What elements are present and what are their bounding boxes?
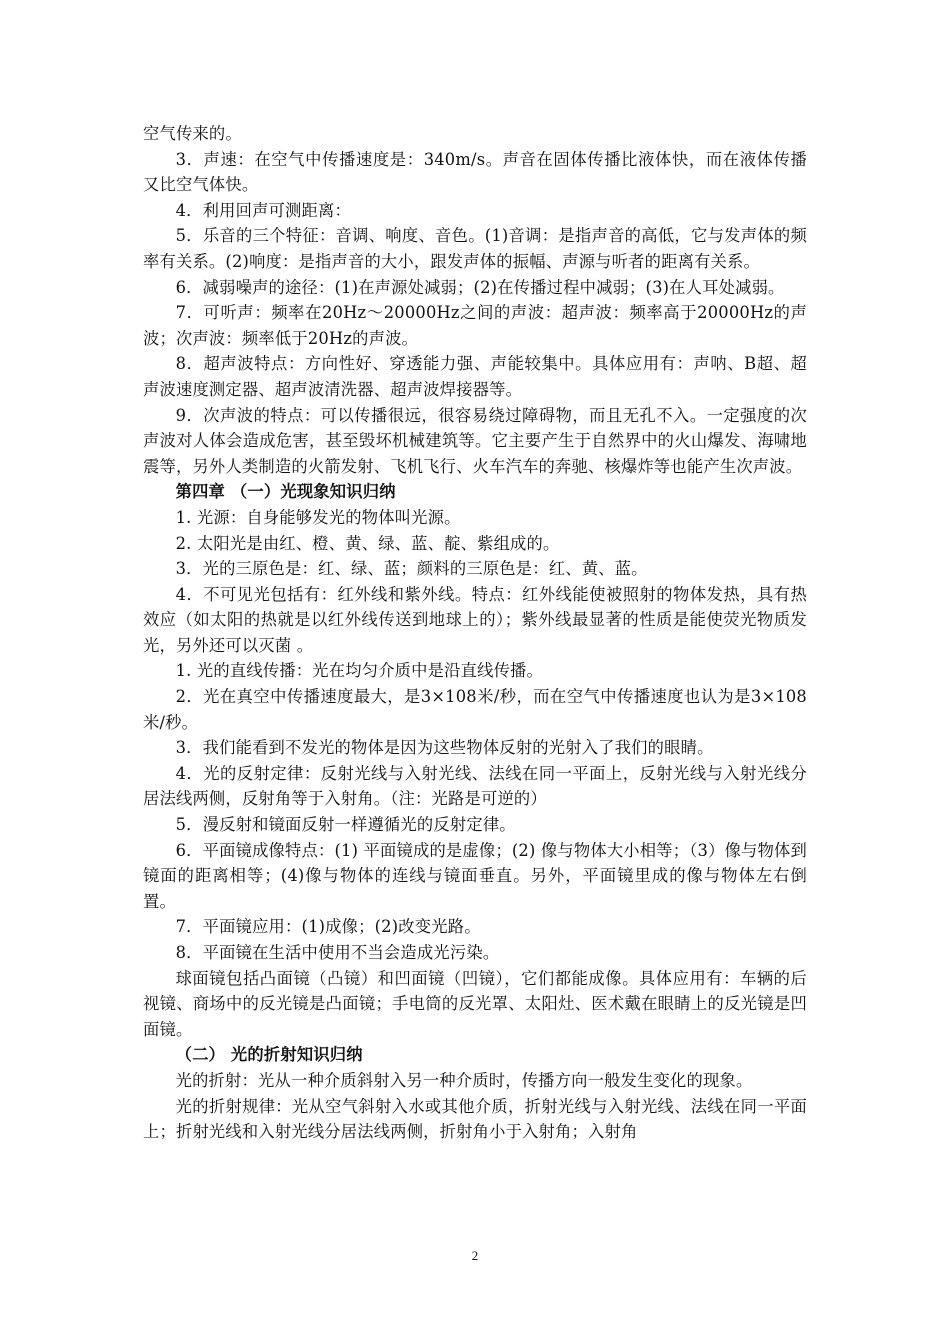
section-heading: （二） 光的折射知识归纳 [175, 1045, 363, 1065]
paragraph: 7．可听声：频率在20Hz～20000Hz之间的声波：超声波：频率高于20000Hz的声波；次声波：频率低于20Hz的声波。 [143, 303, 807, 348]
paragraph: 1. 光源：自身能够发光的物体叫光源。 [175, 507, 461, 527]
paragraph: 4．光的反射定律：反射光线与入射光线、法线在同一平面上，反射光线与入射光线分居法线两侧，反射角等于入射角。（注：光路是可逆的） [143, 763, 807, 809]
paragraph: 光的折射规律：光从空气斜射入水或其他介质，折射光线与入射光线、法线在同一平面上；折射光线和入射光线分居法线两侧，折射角小于入射角；入射角 [143, 1096, 807, 1142]
paragraph: 3．光的三原色是：红、绿、蓝；颜料的三原色是：红、黄、蓝。 [175, 559, 648, 579]
paragraph: 8．平面镜在生活中使用不当会造成光污染。 [175, 943, 500, 962]
page-number: 2 [471, 1248, 479, 1263]
paragraph: 4．不可见光包括有：红外线和紫外线。特点：红外线能使被照射的物体发热，具有热效应（如太阳的热就是以红外线传送到地球上的）；紫外线最显著的性质是能使荧光物质发光，另外还可以灭菌 。 [143, 584, 807, 655]
paragraph: 7．平面镜应用：(1)成像；(2)改变光路。 [175, 917, 481, 937]
paragraph: 6．减弱噪声的途径：(1)在声源处减弱；(2)在传播过程中减弱；(3)在人耳处减弱。 [175, 277, 785, 297]
paragraph: 光的折射：光从一种介质斜射入另一种介质时，传播方向一般发生变化的现象。 [175, 1070, 753, 1090]
section-heading: 第四章 （一）光现象知识归纳 [175, 482, 396, 502]
document-body [143, 121, 807, 1145]
paragraph: 2．光在真空中传播速度最大，是3×108米/秒，而在空气中传播速度也认为是3×108米/秒。 [143, 687, 807, 732]
paragraph: 9．次声波的特点：可以传播很远，很容易绕过障碍物，而且无孔不入。一定强度的次声波对人体会造成危害，甚至毁坏机械建筑等。它主要产生于自然界中的火山爆发、海啸地震等，另外人类制造的火箭发射、飞机飞行、火车汽车的奔驰、核爆炸等也能产生次声波。 [143, 405, 807, 476]
paragraph: 5．乐音的三个特征：音调、响度、音色。(1)音调：是指声音的高低，它与发声体的频率有关系。(2)响度：是指声音的大小，跟发声体的振幅、声源与听者的距离有关系。 [143, 226, 807, 271]
paragraph: 8．超声波特点：方向性好、穿透能力强、声能较集中。具体应用有：声呐、B超、超声波速度测定器、超声波清洗器、超声波焊接器等。 [143, 354, 807, 399]
paragraph: 5．漫反射和镜面反射一样遵循光的反射定律。 [175, 815, 516, 835]
paragraph: 3．我们能看到不发光的物体是因为这些物体反射的光射入了我们的眼睛。 [175, 738, 714, 758]
paragraph: 空气传来的。 [143, 124, 242, 143]
paragraph: 2. 太阳光是由红、橙、黄、绿、蓝、靛、紫组成的。 [175, 533, 560, 553]
paragraph: 6．平面镜成像特点：(1) 平面镜成的是虚像；(2) 像与物体大小相等；（3）像与物体到镜面的距离相等；(4)像与物体的连线与镜面垂直。另外，平面镜里成的像与物体左右倒置。 [143, 840, 808, 911]
paragraph: 球面镜包括凸面镜（凸镜）和凹面镜（凹镜），它们都能成像。具体应用有：车辆的后视镜、商场中的反光镜是凸面镜；手电筒的反光罩、太阳灶、医术戴在眼睛上的反光镜是凹面镜。 [143, 968, 807, 1039]
paragraph: 3．声速：在空气中传播速度是：340m/s。声音在固体传播比液体快，而在液体传播又比空气体快。 [143, 149, 807, 195]
paragraph: 4．利用回声可测距离： [175, 200, 351, 220]
paragraph: 1. 光的直线传播：光在均匀介质中是沿直线传播。 [175, 661, 544, 681]
